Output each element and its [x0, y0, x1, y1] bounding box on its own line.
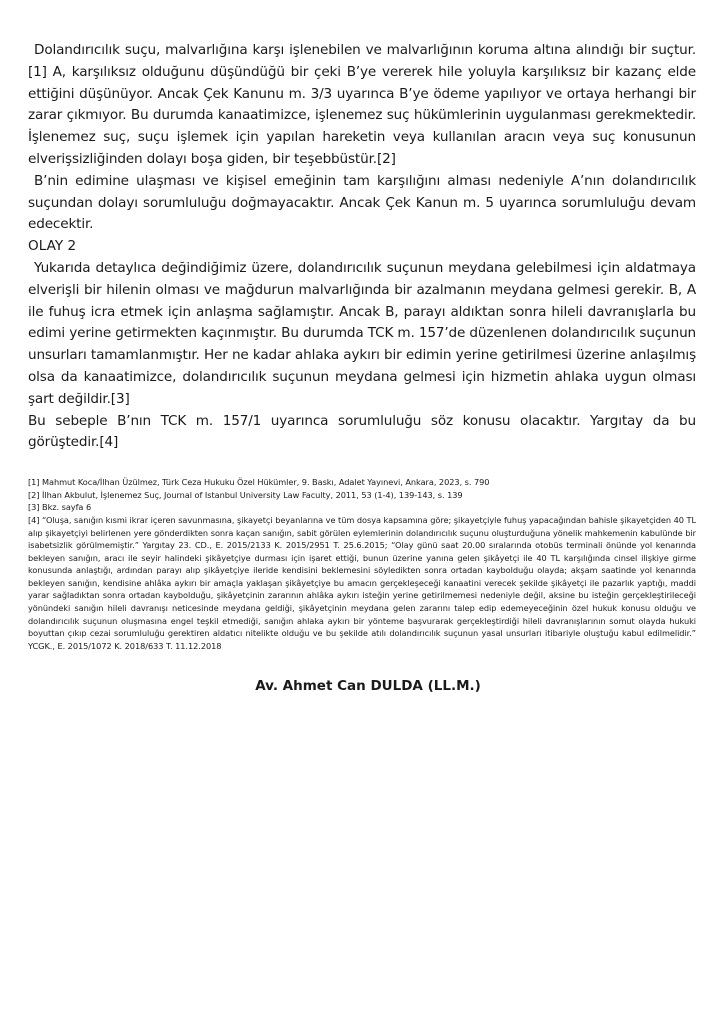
footnote-4: [4] “Oluşa, sanığın kısmi ikrar içeren savunmasına, şikayetçi beyanlarına ve tüm dosya kapsamına göre; şikayetçiyle fuhuş yapacağından bahisle şikayetçiden 40 TL alıp şikayetçiyi belirlenen yere gönderdikten sonra kaçan sanığın, sabit görülen eylemlerinin dolandırıcılık suçunu oluşturduğuna yönelik mahkemenin kabulünde bir isabetsizlik görülmemiştir.” Yargıtay 23. CD., E. 2015/2133 K. 2015/2951 T. 25.6.2015; “Olay günü saat 20.00 sıralarında otobüs terminali önünde yol kenarında bekleyen sanığın, aracı ile seyir halindeki şikâyetçiye durması için işaret ettiği, bunun üzerine yanına gelen şikâyetçi ile 40 TL karşılığında cinsel ilişkiye girme konusunda anlaştığı, ardından parayı alıp şikâyetçiye ileride kendisini beklemesini söyledikten sonra ortadan kaybolduğu olayda; akşam saatinde yol kenarında bekleyen sanığın, kendisine ahlâka aykırı bir amaçla yaklaşan şikâyetçiye bu amacın gerçekleşeceği kanaatini verecek şekilde şikâyetçi ile pazarlık yaptığı, maddi yarar sağladıktan sonra ortadan kaybolduğu, şikâyetçinin zararının ahlâka aykırı isteğin yerine getirilmemesi nedeniyle değil, aksine bu isteğin gerçekleştirileceği yönündeki sanığın hileli davranışı neticesinde meydana geldiği, şikâyetçinin meydana gelen zararını talep edip edemeyeceğinin özel hukuk konusu olduğu ve dolandırıcılık suçunun oluşmasına engel teşkil etmediği, sanığın ahlaka aykırı bir yönteme başvurarak gerçekleştirdiği hileli davranışlarının somut olayda hukuki boyuttan çıkıp cezai sorumluluğu gerektiren aldatıcı nitelikte olduğu ve bu şekilde atılı dolandırıcılık suçunun yasal unsurları itibariyle oluştuğu kabul edilmelidir.” YCGK., E. 2015/1072 K. 2018/633 T. 11.12.2018 [28, 514, 696, 651]
footnote-3: [3] Bkz. sayfa 6 [28, 502, 92, 513]
section-heading: OLAY 2 [28, 238, 77, 255]
paragraph-4: Bu sebeple B’nın TCK m. 157/1 uyarınca sorumluluğu söz konusu olacaktır. Yargıtay da bu görüştedir.[4] [28, 412, 696, 451]
footnote-1: [1] Mahmut Koca/İlhan Üzülmez, Türk Ceza Hukuku Özel Hükümler, 9. Baskı, Adalet Yayınevi, Ankara, 2023, s. 790 [28, 477, 490, 488]
document-page [28, 40, 696, 694]
author-signature: Av. Ahmet Can DULDA (LL.M.) [255, 678, 481, 695]
paragraph-2: B’nin edimine ulaşması ve kişisel emeğinin tam karşılığını alması nedeniyle A’nın dolandırıcılık suçundan dolayı sorumluluğu doğmayacaktır. Ancak Çek Kanun m. 5 uyarınca sorumluluğu devam edecektir. [28, 172, 696, 233]
footnote-2: [2] İlhan Akbulut, İşlenemez Suç, Journal of Istanbul University Law Faculty, 2011, 53 (1-4), 139-143, s. 139 [28, 489, 463, 500]
paragraph-1: Dolandırıcılık suçu, malvarlığına karşı işlenebilen ve malvarlığının koruma altına alındığı bir suçtur.[1] A, karşılıksız olduğunu düşündüğü bir çeki B’ye vererek hile yoluyla karşılıksız bir kazanç elde ettiğini düşünüyor. Ancak Çek Kanunu m. 3/3 uyarınca B’ye ödeme yapılıyor ve ortaya herhangi bir zarar çıkmıyor. Bu durumda kanaatimizce, işlenemez suç hükümlerinin uygulanması gerekmektedir. İşlenemez suç, suçu işlemek için yapılan hareketin veya kullanılan aracın veya suç konusunun elverişsizliğinden dolayı boşa giden, bir teşebbüstür.[2] [28, 42, 696, 167]
footnotes [28, 476, 696, 652]
paragraph-3: Yukarıda detaylıca değindiğimiz üzere, dolandırıcılık suçunun meydana gelebilmesi için aldatmaya elverişli bir hilenin olması ve mağdurun malvarlığında bir azalmanın meydana gelmesi gerekir. B, A ile fuhuş icra etmek için anlaşma sağlamıştır. Ancak B, parayı aldıktan sonra hileli davranışlarla bu edimi yerine getirmekten kaçınmıştır. Bu durumda TCK m. 157’de düzenlenen dolandırıcılık suçunun unsurları tamamlanmıştır. Her ne kadar ahlaka aykırı bir edimin yerine getirilmesi üzerine anlaşılmış olsa da kanaatimizce, dolandırıcılık suçunun meydana gelmesi için hizmetin ahlaka uygun olması şart değildir.[3] [28, 259, 696, 407]
